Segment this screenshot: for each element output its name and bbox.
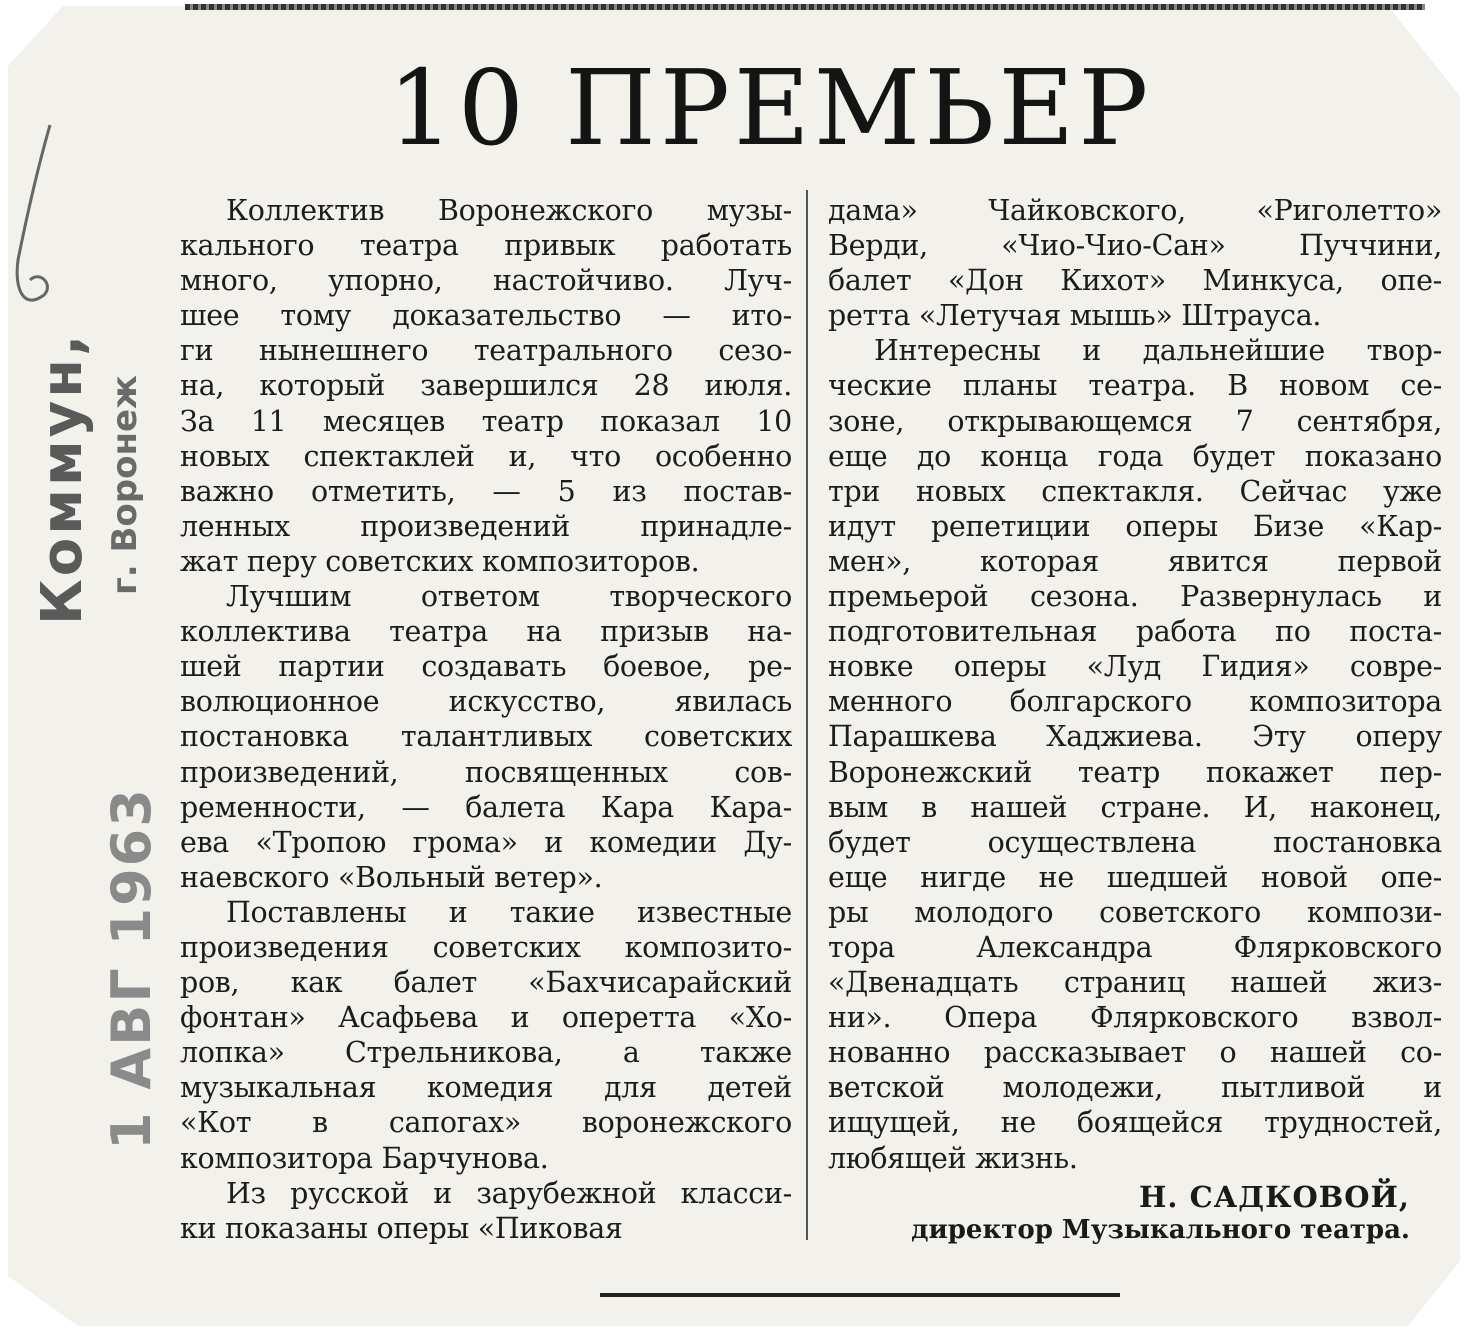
article-headline: 10 ПРЕМЬЕР bbox=[387, 47, 1153, 169]
text-line: премьерой сезона. Развернулась и bbox=[828, 580, 1442, 614]
text-line: ни». Опера Флярковского взвол- bbox=[828, 1001, 1442, 1035]
text-line: мен», которая явится первой bbox=[828, 544, 1442, 578]
author-role: директор Музыкального театра. bbox=[911, 1215, 1410, 1245]
text-line: жат перу советских композиторов. bbox=[180, 544, 700, 578]
text-line: новых спектаклей и, что особенно bbox=[180, 439, 792, 473]
text-line: ги нынешнего театрального сезо- bbox=[180, 334, 792, 368]
text-line: Парашкева Хаджиева. Эту оперу bbox=[828, 720, 1442, 754]
text-line: ки показаны оперы «Пиковая bbox=[180, 1211, 623, 1245]
article-column-left bbox=[180, 193, 792, 1246]
text-line: произведений, посвященных сов- bbox=[180, 755, 792, 789]
stamp-date: 1 АВГ 1963 bbox=[100, 787, 163, 1150]
text-line: Лучшим ответом творческого bbox=[226, 580, 792, 614]
text-line: За 11 месяцев театр показал 10 bbox=[180, 404, 792, 438]
column-divider bbox=[806, 190, 808, 1240]
text-line: еще нигде не шедшей новой опе- bbox=[828, 860, 1442, 894]
text-line: тора Александра Флярковского bbox=[828, 930, 1442, 964]
author-signature: Н. САДКОВОЙ, bbox=[1139, 1180, 1410, 1214]
text-line: ры молодого советского компози- bbox=[828, 895, 1442, 929]
top-border-rule bbox=[185, 4, 1425, 10]
text-line: три новых спектакля. Сейчас уже bbox=[828, 474, 1442, 508]
text-line: дама» Чайковского, «Риголетто» bbox=[828, 194, 1442, 227]
text-line: много, упорно, настойчиво. Луч- bbox=[180, 264, 792, 298]
text-line: коллектива театра на призыв на- bbox=[180, 615, 792, 649]
text-line: «Двенадцать страниц нашей жиз- bbox=[828, 966, 1442, 1000]
text-line: произведения советских композито- bbox=[180, 930, 792, 964]
text-line: нованно рассказывает о нашей со- bbox=[828, 1036, 1442, 1070]
text-line: на, который завершился 28 июля. bbox=[180, 369, 792, 403]
text-line: будет осуществлена постановка bbox=[828, 825, 1442, 859]
text-line: ческие планы театра. В новом се- bbox=[828, 369, 1442, 403]
text-line: любящей жизнь. bbox=[828, 1141, 1078, 1175]
text-line: волюционное искусство, явилась bbox=[180, 685, 792, 719]
text-line: фонтан» Асафьева и оперетта «Хо- bbox=[180, 1001, 792, 1035]
text-line: Верди, «Чио-Чио-Сан» Пуччини, bbox=[828, 229, 1442, 263]
text-line: шее тому доказательство — ито- bbox=[180, 299, 792, 333]
text-line: Воронежский театр покажет пер- bbox=[828, 755, 1442, 789]
bottom-rule bbox=[600, 1293, 1120, 1297]
text-line: зоне, открывающемся 7 сентября, bbox=[828, 404, 1442, 438]
text-line: менного болгарского композитора bbox=[828, 685, 1442, 719]
text-line: идут репетиции оперы Бизе «Кар- bbox=[828, 509, 1442, 543]
text-line: ветской молодежи, пытливой и bbox=[828, 1071, 1442, 1105]
text-line: Поставлены и такие известные bbox=[226, 895, 792, 929]
text-line: важно отметить, — 5 из постав- bbox=[180, 474, 792, 508]
text-line: балет «Дон Кихот» Минкуса, опе- bbox=[828, 264, 1442, 298]
text-line: Из русской и зарубежной класси- bbox=[226, 1176, 792, 1210]
text-line: подготовительная работа по поста- bbox=[828, 615, 1442, 649]
stamp-newspaper: Коммун, bbox=[30, 331, 95, 625]
text-line: вым в нашей стране. И, наконец, bbox=[828, 790, 1442, 824]
text-line: композитора Барчунова. bbox=[180, 1141, 549, 1175]
text-line: Интересны и дальнейшие твор- bbox=[874, 334, 1442, 368]
text-line: постановка талантливых советских bbox=[180, 720, 792, 754]
article-column-right bbox=[828, 193, 1442, 1176]
text-line: новке оперы «Луд Гидия» совре- bbox=[828, 650, 1442, 684]
text-line: Коллектив Воронежского музы- bbox=[226, 194, 792, 227]
text-line: шей партии создавать боевое, ре- bbox=[180, 650, 792, 684]
text-line: ищущей, не боящейся трудностей, bbox=[828, 1106, 1442, 1140]
stamp-city: г. Воронеж bbox=[105, 375, 145, 595]
text-line: лопка» Стрельникова, а также bbox=[180, 1036, 792, 1070]
text-line: кального театра привык работать bbox=[180, 229, 792, 263]
text-line: ров, как балет «Бахчисарайский bbox=[180, 966, 792, 1000]
text-line: наевского «Вольный ветер». bbox=[180, 860, 603, 894]
text-line: еще до конца года будет показано bbox=[828, 439, 1442, 473]
text-line: «Кот в сапогах» воронежского bbox=[180, 1106, 792, 1140]
text-line: музыкальная комедия для детей bbox=[180, 1071, 792, 1105]
text-line: ленных произведений принадле- bbox=[180, 509, 792, 543]
text-line: ременности, — балета Кара Кара- bbox=[180, 790, 792, 824]
text-line: ретта «Летучая мышь» Штрауса. bbox=[828, 299, 1322, 333]
text-line: ева «Тропою грома» и комедии Ду- bbox=[180, 825, 792, 859]
